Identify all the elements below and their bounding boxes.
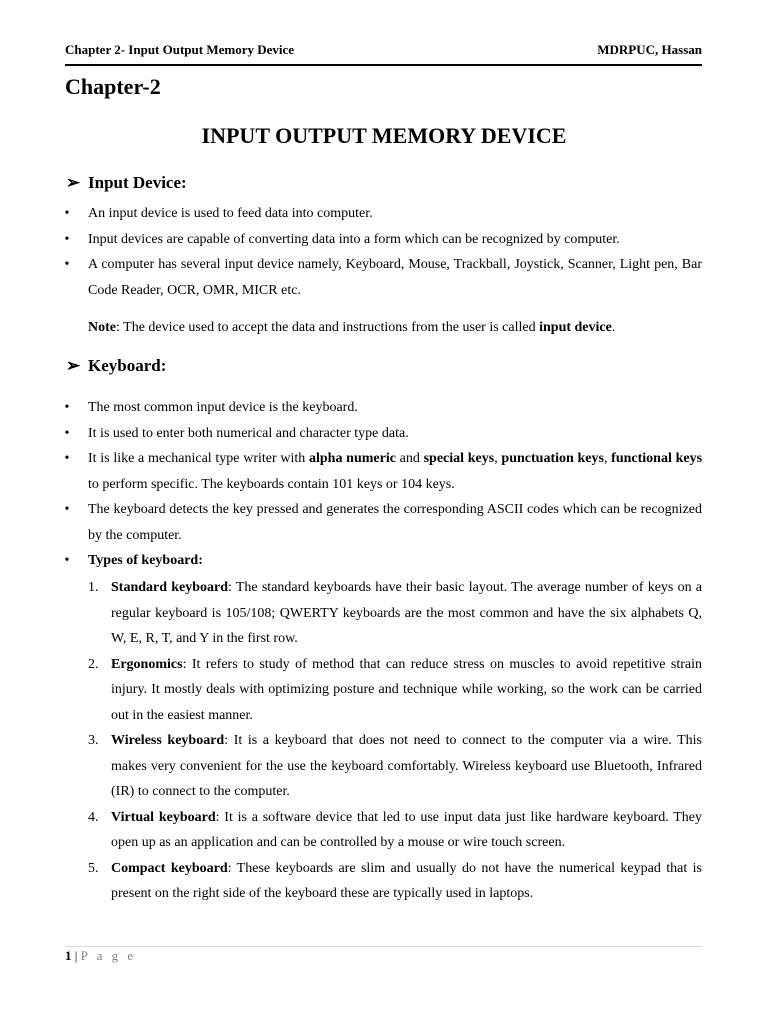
bullet-icon: • — [64, 451, 70, 466]
header-institution: MDRPUC, Hassan — [597, 42, 702, 57]
list-item: • It is used to enter both numerical and character type data. — [62, 421, 702, 447]
input-device-list — [62, 201, 702, 303]
arrow-icon: ➢ — [66, 173, 81, 192]
bullet-icon: • — [64, 553, 70, 568]
header-divider — [65, 64, 702, 66]
list-item: • A computer has several input device namely, Keyboard, Mouse, Trackball, Joystick, Scanner, Light pen, Bar Code Reader, OCR, OMR, MICR etc. — [62, 252, 702, 303]
note-paragraph: Note: The device used to accept the data and instructions from the user is called input device. — [88, 320, 616, 335]
list-item: 5. Compact keyboard: These keyboards are slim and usually do not have the numerical keypad that is present on the right side of the keyboard these are typically used in laptops. — [88, 860, 702, 901]
section-heading-label: Input Device: — [88, 173, 187, 192]
section-heading-label: Keyboard: — [88, 356, 167, 375]
keyboard-types-list — [88, 575, 702, 907]
bullet-icon: • — [64, 231, 70, 247]
list-item: • The most common input device is the keyboard. — [62, 395, 702, 421]
list-item: • The keyboard detects the key pressed and generates the corresponding ASCII codes which can be recognized by the computer. — [62, 497, 702, 548]
list-item: 3. Wireless keyboard: It is a keyboard that does not need to connect to the computer via a wire. This makes very convenient for the use the keyboard comfortably. Wireless keyboard use Bluetooth, Infrared (IR) to connect to the computer. — [88, 733, 702, 799]
page-header — [65, 42, 702, 60]
chapter-label: Chapter-2 — [65, 74, 161, 99]
list-item: • An input device is used to feed data into computer. — [62, 201, 702, 227]
list-item: 1. Standard keyboard: The standard keyboards have their basic layout. The average number of keys on a regular keyboard is 105/108; QWERTY keyboards are the most common and have the six alphabets Q, W, E, R, T, and Y in the first row. — [88, 580, 703, 646]
bullet-icon: • — [64, 425, 70, 441]
list-item: 4. Virtual keyboard: It is a software device that led to use input data just like hardware keyboard. They open up as an application and can be controlled by a mouse or wire touch screen. — [88, 809, 702, 850]
section-heading-keyboard — [66, 356, 166, 376]
list-item: 2. Ergonomics: It refers to study of method that can reduce stress on muscles to avoid repetitive strain injury. It mostly deals with optimizing posture and technique while working, so the work can be carried out in the easiest manner. — [88, 656, 702, 723]
bullet-icon: • — [64, 257, 70, 272]
header-chapter-title: Chapter 2- Input Output Memory Device — [65, 42, 295, 57]
footer-divider — [65, 946, 702, 947]
note-label: Note — [88, 320, 116, 335]
bullet-icon: • — [64, 502, 70, 517]
arrow-icon: ➢ — [66, 356, 81, 375]
keyboard-list — [62, 395, 702, 574]
list-item: • It is like a mechanical type writer with alpha numeric and special keys, punctuation keys, functional keys to perform specific. The keyboards contain 101 keys or 104 keys. — [62, 446, 702, 497]
page-label: P a g e — [80, 948, 137, 963]
list-item: • Input devices are capable of converting data into a form which can be recognized by computer. — [62, 227, 702, 253]
bullet-icon: • — [64, 206, 70, 221]
list-item — [62, 548, 702, 574]
page-number: 1 — [65, 948, 72, 963]
page-footer: 1 | P a g e — [65, 948, 137, 963]
types-heading: Types of keyboard: — [88, 553, 203, 568]
bullet-icon: • — [64, 400, 70, 415]
note-term: input device — [539, 320, 612, 335]
section-heading-input-device — [66, 173, 187, 193]
page-title: INPUT OUTPUT MEMORY DEVICE — [201, 123, 567, 148]
